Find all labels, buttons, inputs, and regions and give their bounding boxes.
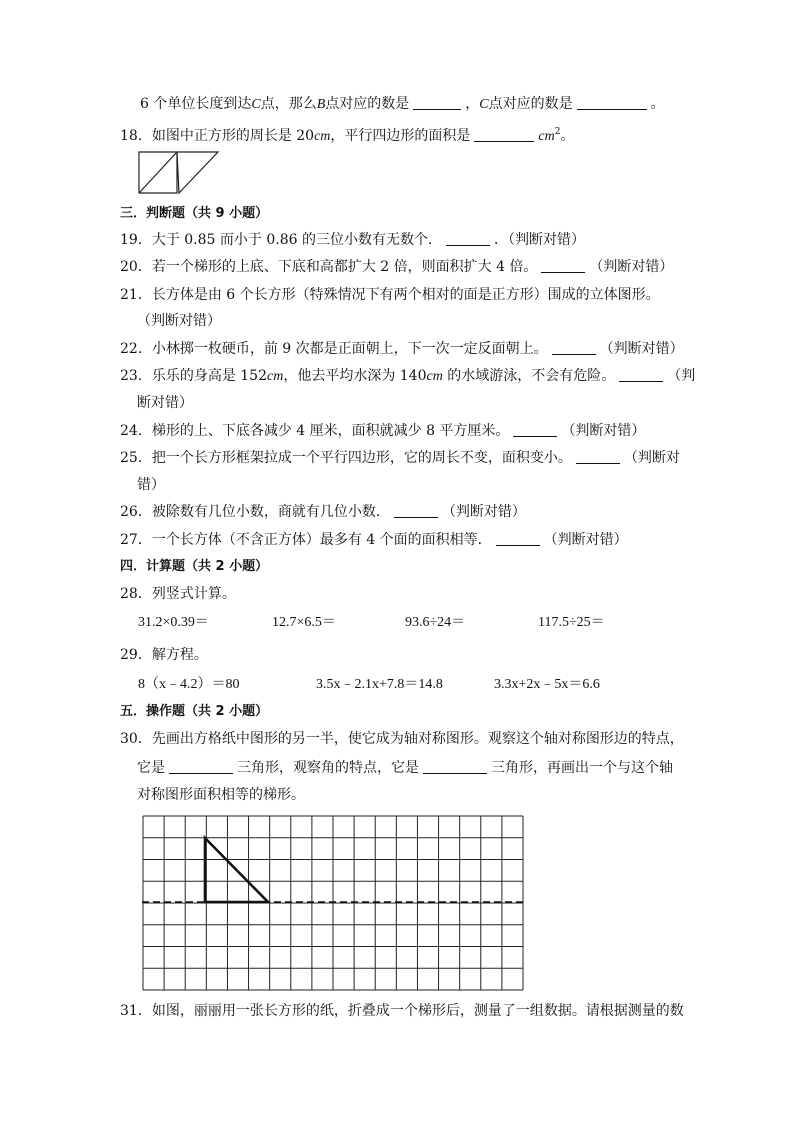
calc-item-1: 31.2×0.39＝ <box>138 615 209 630</box>
answer-blank[interactable] <box>496 531 540 546</box>
answer-blank[interactable] <box>541 258 585 273</box>
square-parallelogram-figure <box>138 150 223 195</box>
question-24: 24．梯形的上、下底各减少 4 厘米，面积就减少 8 平方厘米。 （判断对错） <box>120 423 646 439</box>
question-30-line1: 30．先画出方格纸中图形的另一半，使它成为轴对称图形。观察这个轴对称图形边的特点， <box>120 731 684 747</box>
answer-blank[interactable] <box>577 95 647 110</box>
calc-item-4: 117.5÷25＝ <box>538 615 605 630</box>
question-21-cont: （判断对错） <box>137 313 221 329</box>
grid-paper-figure[interactable] <box>142 815 524 991</box>
question-20: 20．若一个梯形的上底、下底和高都扩大 2 倍，则面积扩大 4 倍。 （判断对错） <box>120 259 674 275</box>
q17-continuation: 6 个单位长度到达C点，那么B点对应的数是 ，C点对应的数是 。 <box>140 96 665 112</box>
question-23-cont: 断对错） <box>137 395 193 411</box>
question-30-line3: 对称图形面积相等的梯形。 <box>137 787 305 803</box>
equation-2: 3.5x﹣2.1x+7.8＝14.8 <box>316 677 443 692</box>
question-25: 25．把一个长方形框架拉成一个平行四边形，它的周长不变，面积变小。 （判断对 <box>120 450 680 466</box>
answer-blank[interactable] <box>423 759 487 774</box>
question-31-line1: 31．如图，丽丽用一张长方形的纸，折叠成一个梯形后，测量了一组数据。请根据测量的数 <box>120 1003 684 1019</box>
section-heading-judgment: 三．判断题（共 9 小题） <box>120 206 269 221</box>
question-28-title: 28．列竖式计算。 <box>120 586 236 602</box>
grid-lines <box>143 816 523 990</box>
equation-1: 8（x﹣4.2）＝80 <box>138 677 240 692</box>
question-18: 18．如图中正方形的周长是 20cm，平行四边形的面积是 $cm^2$。 <box>120 127 575 144</box>
question-29-title: 29．解方程。 <box>120 647 208 663</box>
calc-item-2: 12.7×6.5＝ <box>272 615 336 630</box>
right-triangle <box>205 838 268 902</box>
question-19: 19．大于 0.85 而小于 0.86 的三位小数有无数个． ．（判断对错） <box>120 232 585 248</box>
question-30-line2: 它是 三角形，观察角的特点，它是 三角形，再画出一个与这个轴 <box>137 760 673 776</box>
answer-blank[interactable] <box>413 95 461 110</box>
answer-blank[interactable] <box>169 759 233 774</box>
question-21: 21．长方体是由 6 个长方形（特殊情况下有两个相对的面是正方形）围成的立体图形。 <box>120 287 660 303</box>
question-23: 23．乐乐的身高是 152cm，他去平均水深为 140cm 的水域游泳，不会有危险。 （判 <box>120 368 696 384</box>
answer-blank[interactable] <box>394 503 438 518</box>
answer-blank[interactable] <box>576 449 620 464</box>
section-heading-calculation: 四．计算题（共 2 小题） <box>120 559 269 574</box>
answer-blank[interactable] <box>619 367 663 382</box>
answer-blank[interactable] <box>552 340 596 355</box>
calc-item-3: 93.6÷24＝ <box>405 615 466 630</box>
question-26: 26．被除数有几位小数，商就有几位小数． （判断对错） <box>120 504 526 520</box>
question-25-cont: 错） <box>137 477 165 493</box>
equation-3: 3.3x+2x﹣5x＝6.6 <box>494 677 600 692</box>
answer-blank[interactable] <box>513 422 557 437</box>
question-27: 27．一个长方体（不含正方体）最多有 4 个面的面积相等． （判断对错） <box>120 532 628 548</box>
question-22: 22．小林掷一枚硬币，前 9 次都是正面朝上，下一次一定反面朝上。 （判断对错） <box>120 341 684 357</box>
answer-blank[interactable] <box>474 127 534 142</box>
answer-blank[interactable] <box>446 231 490 246</box>
section-heading-operation: 五．操作题（共 2 小题） <box>120 704 269 719</box>
